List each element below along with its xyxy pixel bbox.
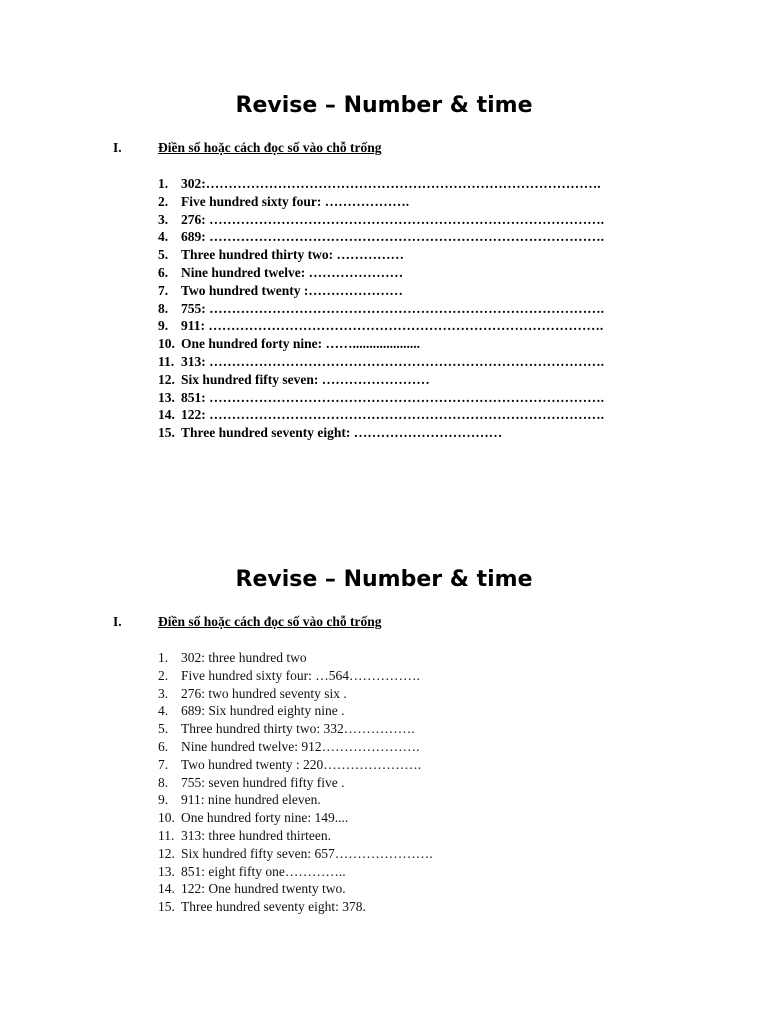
item-number: 7. bbox=[158, 282, 169, 298]
item-number: 12. bbox=[158, 371, 175, 387]
list-item bbox=[158, 702, 433, 720]
item-number: 9. bbox=[158, 318, 169, 334]
section-heading bbox=[0, 613, 768, 631]
list-item bbox=[158, 228, 604, 246]
list-item bbox=[158, 193, 604, 211]
item-text: 122: ……………………………………………………………………………. bbox=[181, 407, 604, 423]
list-item bbox=[158, 774, 433, 792]
list-item bbox=[158, 880, 433, 898]
item-text: Six hundred fifty seven: …………………… bbox=[181, 371, 430, 387]
item-number: 11. bbox=[158, 353, 175, 369]
list-item bbox=[158, 211, 604, 229]
list-item bbox=[158, 685, 433, 703]
item-text: Nine hundred twelve: 912…………………. bbox=[181, 738, 420, 754]
item-number: 9. bbox=[158, 792, 169, 808]
exercise-section bbox=[0, 90, 768, 441]
item-text: Nine hundred twelve: ………………… bbox=[181, 264, 404, 280]
item-number: 15. bbox=[158, 899, 175, 915]
item-number: 4. bbox=[158, 703, 169, 719]
list-item bbox=[158, 667, 433, 685]
list-item bbox=[158, 863, 433, 881]
item-number: 8. bbox=[158, 300, 169, 316]
section-number: I. bbox=[113, 614, 122, 629]
item-number: 14. bbox=[158, 407, 175, 423]
item-text: 911: nine hundred eleven. bbox=[181, 792, 321, 808]
list-item bbox=[158, 389, 604, 407]
item-number: 1. bbox=[158, 176, 169, 191]
item-text: 302: three hundred two bbox=[181, 650, 307, 665]
item-text: Three hundred thirty two: …………… bbox=[181, 247, 405, 263]
list-item bbox=[158, 756, 433, 774]
item-text: 313: three hundred thirteen. bbox=[181, 827, 331, 843]
item-number: 13. bbox=[158, 863, 175, 879]
item-text: Six hundred fifty seven: 657…………………. bbox=[181, 845, 433, 861]
list-item bbox=[158, 791, 433, 809]
list-item bbox=[158, 264, 604, 282]
list-item bbox=[158, 649, 433, 667]
list-item bbox=[158, 317, 604, 335]
item-number: 6. bbox=[158, 738, 169, 754]
item-number: 10. bbox=[158, 336, 175, 352]
exercise-list bbox=[158, 175, 604, 442]
list-item bbox=[158, 827, 433, 845]
item-text: 689: ……………………………………………………………………………. bbox=[181, 229, 604, 245]
instruction-text: Điền số hoặc cách đọc số vào chỗ trống bbox=[158, 614, 382, 629]
item-number: 1. bbox=[158, 650, 169, 665]
list-item bbox=[158, 845, 433, 863]
item-text: 313: ……………………………………………………………………………. bbox=[181, 353, 604, 369]
item-number: 15. bbox=[158, 425, 175, 441]
list-item bbox=[158, 282, 604, 300]
list-item bbox=[158, 424, 604, 442]
item-text: Three hundred seventy eight: 378. bbox=[181, 899, 366, 915]
item-text: Two hundred twenty :………………… bbox=[181, 282, 403, 298]
list-item bbox=[158, 371, 604, 389]
list-item bbox=[158, 720, 433, 738]
item-text: Two hundred twenty : 220…………………. bbox=[181, 756, 422, 772]
item-number: 5. bbox=[158, 721, 169, 737]
item-number: 12. bbox=[158, 845, 175, 861]
item-number: 8. bbox=[158, 774, 169, 790]
item-number: 7. bbox=[158, 756, 169, 772]
item-number: 3. bbox=[158, 211, 169, 227]
item-number: 14. bbox=[158, 881, 175, 897]
item-number: 10. bbox=[158, 810, 175, 826]
item-text: 689: Six hundred eighty nine . bbox=[181, 703, 345, 719]
item-number: 2. bbox=[158, 667, 169, 683]
item-text: Five hundred sixty four: ………………. bbox=[181, 193, 410, 209]
list-item bbox=[158, 809, 433, 827]
page-title: Revise – Number & time bbox=[235, 93, 533, 118]
list-item bbox=[158, 300, 604, 318]
item-text: 755: ……………………………………………………………………………. bbox=[181, 300, 604, 316]
item-text: 755: seven hundred fifty five . bbox=[181, 774, 345, 790]
list-item bbox=[158, 406, 604, 424]
item-number: 11. bbox=[158, 827, 175, 843]
item-text: Three hundred seventy eight: …………………………… bbox=[181, 425, 503, 441]
item-text: 851: ……………………………………………………………………………. bbox=[181, 389, 604, 405]
item-number: 4. bbox=[158, 229, 169, 245]
item-number: 3. bbox=[158, 685, 169, 701]
list-item bbox=[158, 898, 433, 916]
item-text: 851: eight fifty one………….. bbox=[181, 863, 346, 879]
item-text: 122: One hundred twenty two. bbox=[181, 881, 346, 897]
answer-section bbox=[0, 564, 768, 915]
item-number: 2. bbox=[158, 193, 169, 209]
item-number: 6. bbox=[158, 264, 169, 280]
item-text: 302:……………………………………………………………………………. bbox=[181, 176, 601, 191]
item-text: Three hundred thirty two: 332……………. bbox=[181, 721, 415, 737]
section-number: I. bbox=[113, 140, 122, 155]
list-item bbox=[158, 175, 604, 193]
list-item bbox=[158, 738, 433, 756]
item-text: One hundred forty nine: 149.... bbox=[181, 810, 349, 826]
instruction-text: Điền số hoặc cách đọc số vào chỗ trống bbox=[158, 140, 382, 155]
item-number: 5. bbox=[158, 247, 169, 263]
list-item bbox=[158, 246, 604, 264]
item-text: 911: ……………………………………………………………………………. bbox=[181, 318, 604, 334]
page-title: Revise – Number & time bbox=[235, 567, 533, 592]
list-item bbox=[158, 353, 604, 371]
list-item bbox=[158, 335, 604, 353]
item-text: 276: ……………………………………………………………………………. bbox=[181, 211, 604, 227]
section-heading bbox=[0, 139, 768, 157]
item-text: 276: two hundred seventy six . bbox=[181, 685, 347, 701]
item-text: One hundred forty nine: …….................... bbox=[181, 336, 421, 352]
item-number: 13. bbox=[158, 389, 175, 405]
item-text: Five hundred sixty four: …564……………. bbox=[181, 667, 420, 683]
answer-list bbox=[158, 649, 433, 916]
